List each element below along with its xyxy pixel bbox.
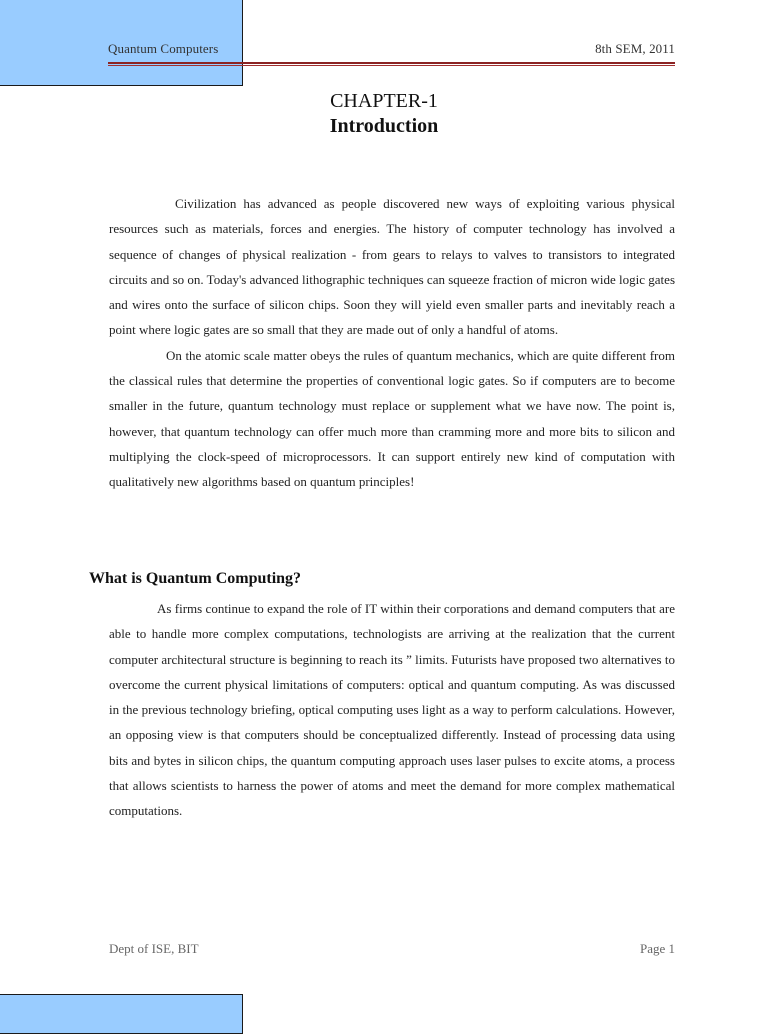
chapter-title: Introduction <box>329 115 439 137</box>
header-semester: 8th SEM, 2011 <box>595 41 675 56</box>
intro-paragraph-2: On the atomic scale matter obeys the rules of quantum mechanics, which are quite different from the classical rules that determine the properties of conventional logic gates. So if computers are to become smaller in the future, quantum technology must replace or supplement what we have now. The point is, however, that quantum technology can offer much more than cramming more and more bits to silicon and multiplying the clock-speed of microprocessors. It can support entirely new kind of computation with qualitatively new algorithms based on quantum principles! <box>109 347 675 490</box>
footer-department: Dept of ISE, BIT <box>109 941 199 956</box>
section-text <box>109 596 675 824</box>
header-title: Quantum Computers <box>108 41 219 56</box>
chapter-label: CHAPTER-1 <box>330 90 438 112</box>
section-paragraph: As firms continue to expand the role of IT within their corporations and demand computers that are able to handle more complex computations, technologists are arriving at the realization that the current computer architectural structure is beginning to reach its ” limits. Futurists have proposed two alternatives to overcome the current physical limitations of computers: optical and quantum computing. As was discussed in the previous technology briefing, optical computing uses light as a way to perform calculations. However, an opposing view is that computers should be conceptualized differently. Instead of processing data using bits and bytes in silicon chips, the quantum computing approach uses laser pulses to excite atoms, a process that allows scientists to harness the power of atoms and meet the demand for more complex mathematical computations. <box>109 601 675 819</box>
section-heading: What is Quantum Computing? <box>89 570 302 587</box>
header-rule-thin <box>108 65 675 66</box>
page-footer <box>109 941 675 961</box>
intro-text <box>109 191 675 495</box>
header-rule <box>108 62 675 64</box>
intro-paragraph-1: Civilization has advanced as people discovered new ways of exploiting various physical resources such as materials, forces and energies. The history of computer technology has involved a sequence of changes of physical realization - from gears to relays to valves to transistors to integrated circuits and so on. Today's advanced lithographic techniques can squeeze fraction of micron wide logic gates and wires onto the surface of silicon chips. Soon they will yield even smaller parts and inevitably reach a point where logic gates are so small that they are made out of only a handful of atoms. <box>109 196 675 338</box>
footer-decoration-box <box>0 994 243 1034</box>
footer-page-number: Page 1 <box>639 941 675 956</box>
page-header <box>108 41 675 61</box>
